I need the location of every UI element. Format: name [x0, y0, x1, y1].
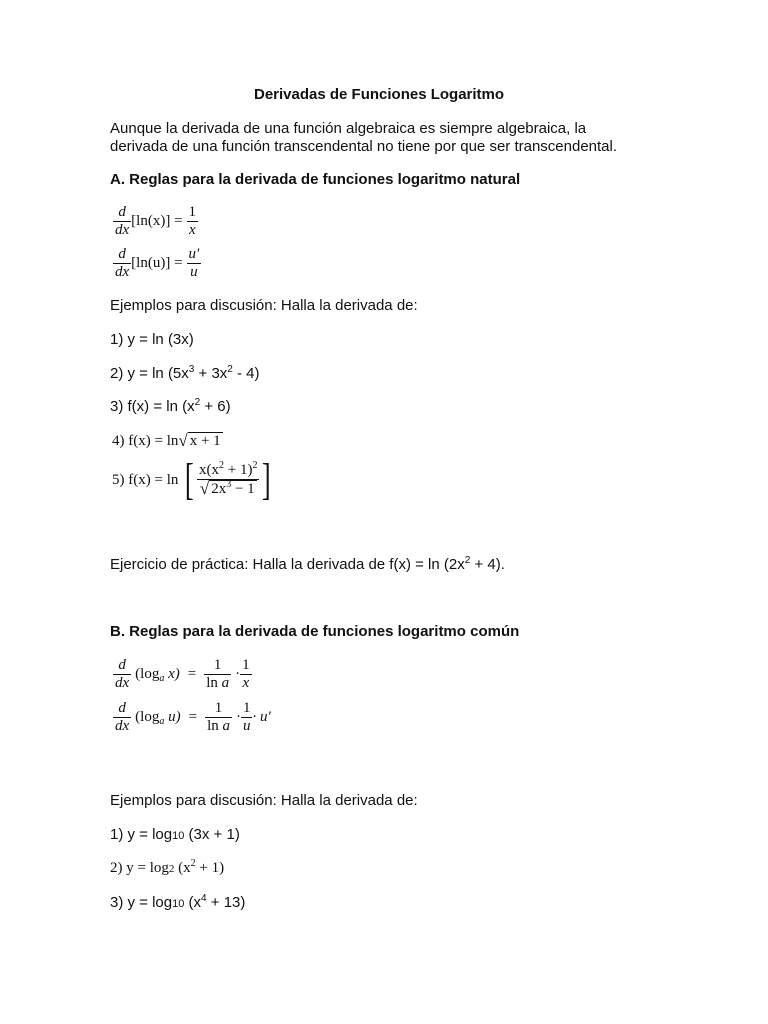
- right-bracket: ]: [262, 455, 272, 504]
- u-prime-over-u-fraction: $\frac{u'}{u}$: [188, 246, 200, 280]
- one-over-ln-a-fraction: $\frac{1}{\text{ln a}}$: [206, 657, 230, 691]
- d-dx-fraction: $\frac{d}{dx}$: [115, 700, 130, 734]
- example-b-2: 2) y = log2 $(x^2 + 1)$: [110, 858, 225, 876]
- rule-log-x: $\frac{d}{dx}$ ($\log_a$ x) = $\frac{1}{\text{ln a}}$ · $\frac{1}{x}$: [115, 657, 250, 691]
- example-a-1: 1) y = ln (3x): [110, 331, 194, 348]
- section-a-heading: A. Reglas para la derivada de funciones logaritmo natural: [110, 171, 521, 188]
- left-bracket: [: [185, 455, 195, 504]
- one-over-x-fraction: $\frac{1}{x}$: [188, 204, 197, 238]
- examples-intro-b: Ejemplos para discusión: Halla la derivada de:: [110, 792, 418, 809]
- one-over-x-fraction: $\frac{1}{x}$: [242, 657, 250, 691]
- example-a-3: 3) $f(x) = \ln (x^2 + 6)$: [110, 397, 231, 415]
- example-a-5: 5) f(x) = ln [ $x(x^2 + 1)^2$ √ $2x^3 - 1$ ]: [112, 455, 272, 504]
- d-dx-fraction: $\frac{d}{dx}$: [115, 204, 130, 238]
- intro-line-1: Aunque la derivada de una función algebraica es siempre algebraica, la: [110, 120, 587, 137]
- example-b-3: 3) y = log10 $(x^4 + 13)$: [110, 893, 246, 911]
- section-b-heading: B. Reglas para la derivada de funciones logaritmo común: [110, 623, 520, 640]
- ln-u-expression: [ln(u)] =: [131, 255, 183, 271]
- one-over-u-fraction: $\frac{1}{u}$: [242, 700, 251, 734]
- example-a-2: 2) $y = \ln (5x^3 + 3x^2 - 4)$: [110, 364, 260, 382]
- examples-intro-a: Ejemplos para discusión: Halla la derivada de:: [110, 297, 418, 314]
- d-dx-fraction: $\frac{d}{dx}$: [115, 657, 130, 691]
- page-title: Derivadas de Funciones Logaritmo: [254, 86, 505, 103]
- rule-log-u: $\frac{d}{dx}$ ($\log_a$ u) = $\frac{1}{\text{ln a}}$ · $\frac{1}{u}$ · u′: [115, 700, 271, 734]
- example-a-4: 4) f(x) = ln √ x + 1: [112, 431, 221, 450]
- one-over-ln-a-fraction: $\frac{1}{\text{ln a}}$: [207, 700, 230, 734]
- rule-ln-x: [113, 204, 198, 239]
- square-root: √ x + 1: [178, 431, 221, 450]
- d-dx-fraction: $\frac{d}{dx}$: [115, 246, 130, 280]
- rule-ln-u: [113, 246, 201, 281]
- ln-x-expression: [ln(x)] =: [131, 213, 183, 229]
- example-b-1: 1) y = log10 (3x + 1): [110, 826, 240, 843]
- practice-exercise: Ejercicio de práctica: Halla la derivada de $f(x) = \ln (2x^2 + 4)$.: [110, 555, 505, 573]
- intro-line-2: derivada de una función transcendental no tiene por que ser transcendental.: [110, 138, 618, 155]
- log-fraction: $x(x^2 + 1)^2$ √ $2x^3 - 1$: [199, 459, 258, 498]
